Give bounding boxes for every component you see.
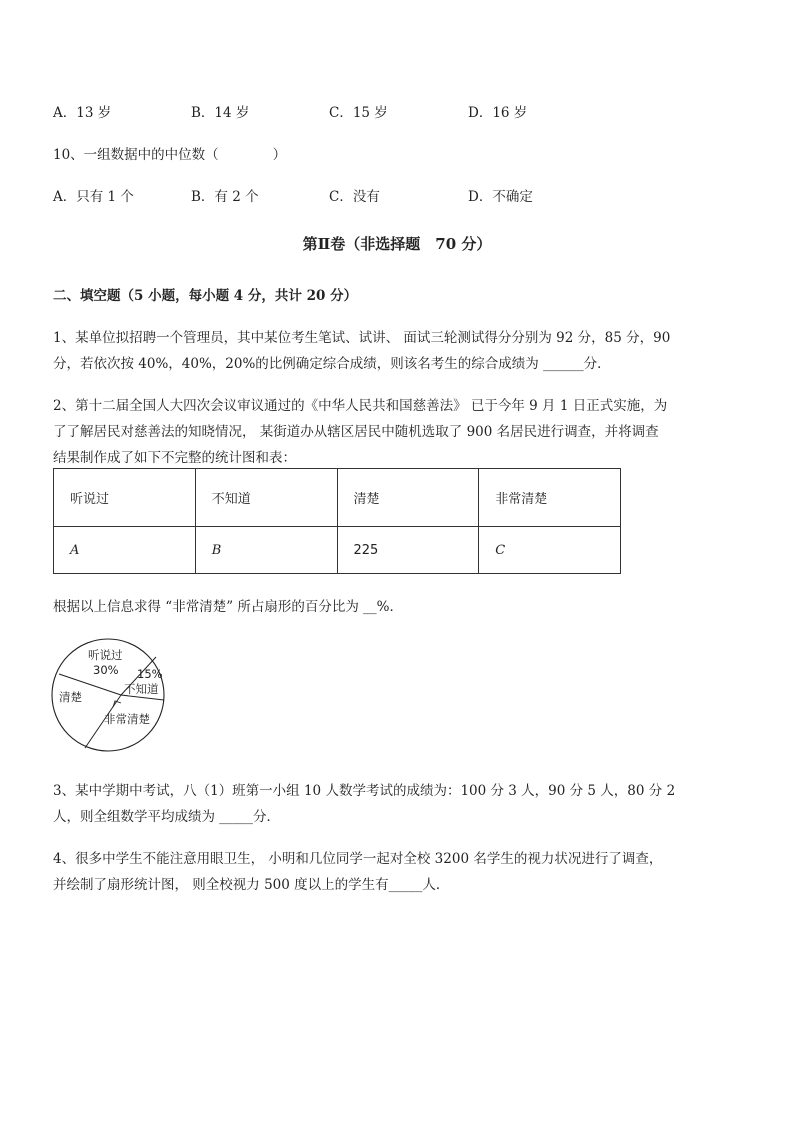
q9-option-d: D．16 岁 (468, 105, 528, 121)
q10-option-d: D．不确定 (468, 189, 533, 205)
fq2-line2: 了了解居民对慈善法的知晓情况， 某街道办从辖区居民中随机选取了 900 名居民进行调查，并将调查 (53, 424, 659, 440)
q10-option-c: C．没有 (329, 189, 380, 205)
table-cell: A (54, 527, 196, 574)
q10-option-b: B．有 2 个 (191, 189, 259, 205)
fq4-line2: 并绘制了扇形统计图， 则全校视力 500 度以上的学生有_____人． (53, 877, 450, 893)
q9-option-b: B．14 岁 (191, 105, 250, 121)
table-header-row (54, 469, 621, 527)
fq1-line1: 1、某单位拟招聘一个管理员，其中某位考生笔试、试讲、 面试三轮测试得分分别为 92 分，85 分，90 (53, 330, 671, 346)
fq1-line2: 分，若依次按 40%，40%，20%的比例确定综合成绩，则该名考生的综合成绩为 ______分． (53, 356, 611, 372)
right-angle-mark (113, 701, 121, 707)
table-header-cell: 听说过 (54, 469, 196, 527)
table-header-cell: 不知道 (195, 469, 337, 527)
q9-option-a: A．13 岁 (53, 105, 112, 121)
table-header-cell: 清楚 (337, 469, 479, 527)
survey-table (53, 468, 621, 574)
pie-label-very-clear: 非常清楚 (104, 712, 150, 726)
pie-label-clear: 清楚 (59, 690, 82, 704)
table-row (54, 527, 621, 574)
q9-option-c: C．15 岁 (329, 105, 388, 121)
fq3-line1: 3、某中学期中考试，八（1）班第一小组 10 人数学考试的成绩为：100 分 3 人，90 分 5 人，80 分 2 (53, 783, 676, 799)
pie-label-unknown: 不知道 (124, 682, 159, 696)
fq2-line3: 结果制作成了如下不完整的统计图和表： (53, 450, 296, 466)
table-cell: B (195, 527, 337, 574)
pie-label-unknown-pct: 15% (137, 667, 163, 681)
fq4-line1: 4、很多中学生不能注意用眼卫生， 小明和几位同学一起对全校 3200 名学生的视力状况进行了调查， (53, 851, 663, 867)
fq2-line1: 2、第十二届全国人大四次会议审议通过的《中华人民共和国慈善法》 已于今年 9 月 1 日正式实施，为 (53, 398, 668, 414)
q10-option-a: A．只有 1 个 (53, 189, 134, 205)
part2-title: 第Ⅱ卷（非选择题 70 分） (302, 235, 492, 253)
section2-heading: 二、填空题（5 小题，每小题 4 分，共计 20 分） (53, 288, 358, 304)
table-cell: 225 (337, 527, 479, 574)
table-header-cell: 非常清楚 (479, 469, 621, 527)
table-cell: C (479, 527, 621, 574)
pie-chart (50, 638, 170, 756)
q10-stem: 10、一组数据中的中位数（ ） (53, 147, 287, 163)
pie-label-heard-pct: 30% (93, 663, 119, 677)
pie-label-heard: 听说过 (88, 648, 123, 662)
fq3-line2: 人，则全组数学平均成绩为 _____分． (53, 809, 281, 825)
fq2-after-text: 根据以上信息求得 “非常清楚” 所占扇形的百分比为 __%． (53, 599, 404, 615)
